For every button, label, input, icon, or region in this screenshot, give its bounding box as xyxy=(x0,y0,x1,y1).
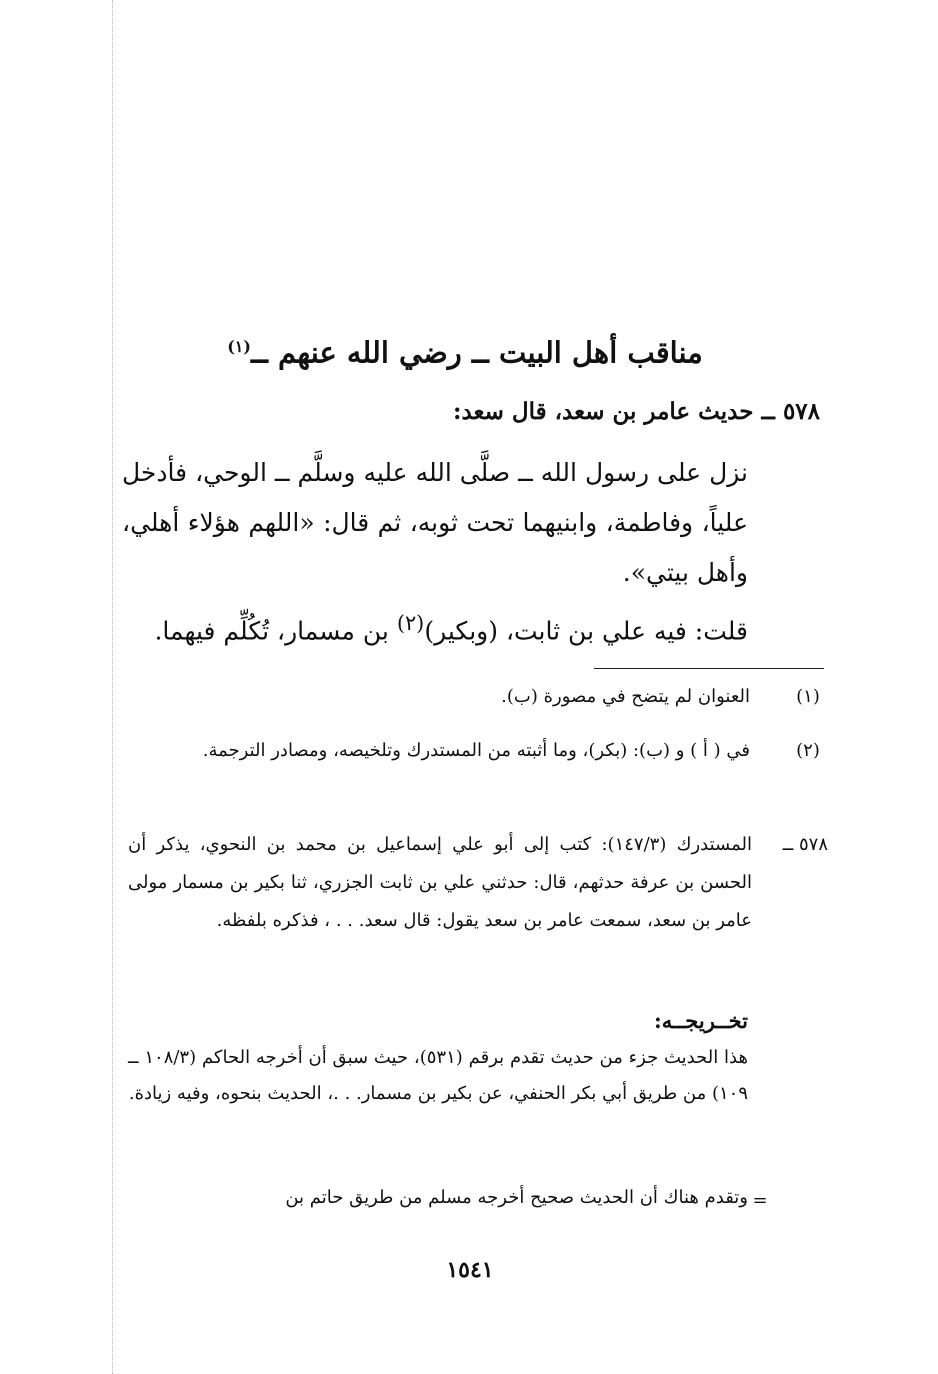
hadith-comment-after: بن مسمار، تُكُلِّم فيهما. xyxy=(154,616,397,646)
continuation-mark: = xyxy=(752,1190,768,1211)
page-number: ١٥٤١ xyxy=(446,1257,494,1283)
hadith-comment xyxy=(122,602,748,652)
title-footnote-ref: (١) xyxy=(227,337,251,356)
footnote-1 xyxy=(128,680,828,714)
footnote-2-number: (٢) xyxy=(796,740,820,761)
takhrij-paragraph-1: هذا الحديث جزء من حديث تقدم برقم (٥٣١)، حيث سبق أن أخرجه الحاكم (١٠٨/٣ ــ ١٠٩) من طريق أبي بكر الحنفي، عن بكير بن مسمار. . .، الحديث بنحوه، وفيه زيادة. xyxy=(128,1047,748,1104)
footnote-2-text: في ( أ ) و (ب): (بكر)، وما أثبته من المستدرك وتلخيصه، ومصادر الترجمة. xyxy=(202,740,750,761)
source-note xyxy=(128,826,828,940)
hadith-comment-before: قلت: فيه علي بن ثابت، (وبكير) xyxy=(424,616,748,646)
footnote-2 xyxy=(128,734,828,768)
takhrij-heading: تخــريجــه: xyxy=(653,1008,748,1033)
hadith-number-heading: ٥٧٨ ــ حديث عامر بن سعد، قال سعد: xyxy=(452,398,820,425)
chapter-title xyxy=(200,325,730,375)
source-note-number: ٥٧٨ ــ xyxy=(782,834,828,855)
page-gutter-line xyxy=(112,0,113,1374)
footnote-1-text: العنوان لم يتضح في مصورة (ب). xyxy=(501,686,750,707)
footnote-1-number: (١) xyxy=(796,686,820,707)
takhrij-paragraph-2: وتقدم هناك أن الحديث صحيح أخرجه مسلم من طريق حاتم بن xyxy=(285,1187,748,1208)
hadith-text: نزل على رسول الله ــ صلَّى الله عليه وسلَّم ــ الوحي، فأدخل علياً، وفاطمة، وابنيهما تحت ثوبه، ثم قال: «اللهم هؤلاء أهلي، وأهل بيتي». xyxy=(122,458,748,587)
chapter-title-text: مناقب أهل البيت ــ رضي الله عنهم ــ xyxy=(250,335,703,370)
source-note-text: المستدرك (١٤٧/٣): كتب إلى أبو علي إسماعيل بن محمد بن النحوي، يذكر أن الحسن بن عرفة حدثهم، قال: حدثني علي بن ثابت الجزري، ثنا بكير بن مسمار مولى عامر بن سعد، سمعت عامر بن سعد يقول: قال سعد. . . ، فذكره بلفظه. xyxy=(128,834,752,931)
comment-footnote-ref: (٢) xyxy=(396,611,425,635)
footnote-separator xyxy=(594,668,824,669)
